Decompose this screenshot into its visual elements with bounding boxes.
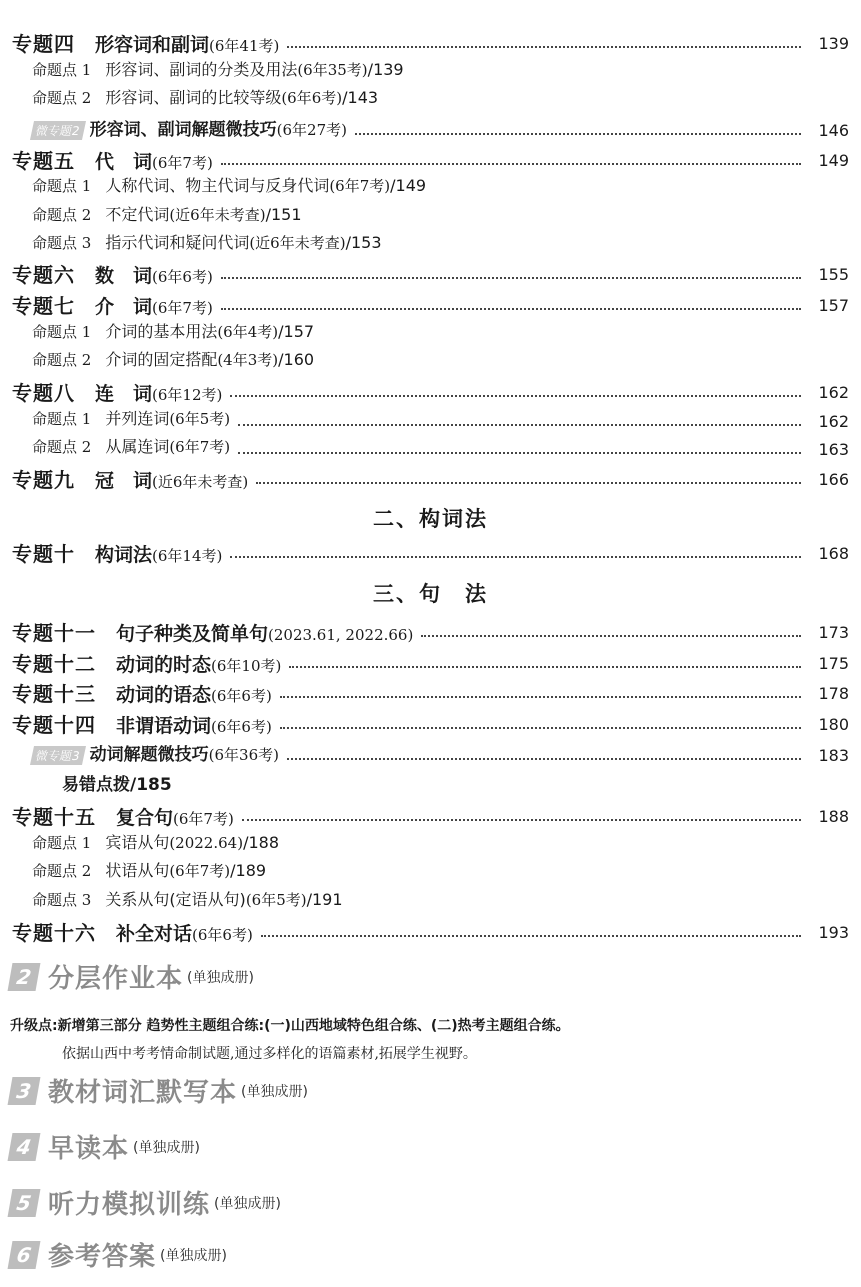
- leader-dots: [238, 452, 801, 454]
- page-number: 183: [818, 746, 849, 765]
- subtopic-row: [0, 85, 861, 115]
- point-text: 介词的固定搭配: [105, 350, 218, 369]
- point-label: 命题点 1: [32, 61, 92, 79]
- row-lead: [12, 290, 213, 319]
- point-text: 人称代词、物主代词与反身代词: [105, 176, 330, 195]
- subtopic-row: [0, 406, 861, 436]
- inline-page: /191: [306, 890, 343, 909]
- point-label: 命题点 2: [32, 438, 92, 456]
- exam-count: (6年12考): [152, 386, 223, 404]
- subtopic-row: [0, 202, 861, 232]
- topic-number: 专题六: [12, 263, 75, 287]
- book-note: (单独成册): [133, 1139, 200, 1156]
- topic-row: [0, 709, 861, 739]
- topic-row: [0, 377, 861, 407]
- leader-dots: [230, 556, 801, 558]
- subtopic-row: [0, 173, 861, 203]
- page-number: 166: [818, 470, 849, 489]
- book-title: 分层作业本: [48, 964, 184, 994]
- row-lead: [32, 887, 343, 910]
- page-number: 162: [818, 412, 849, 431]
- book-note: (单独成册): [214, 1195, 281, 1212]
- toc-row: [0, 770, 861, 800]
- book-item: [10, 1072, 308, 1109]
- subtopic-row: [0, 830, 861, 860]
- book-item: [10, 1128, 200, 1165]
- row-lead: [32, 319, 314, 342]
- exam-count: (6年7考): [169, 862, 231, 880]
- topic-heading: 连 词: [95, 383, 153, 405]
- page-number: 188: [818, 807, 849, 826]
- topic-row: [0, 617, 861, 647]
- leader-dots: [280, 696, 801, 698]
- error-tip-entry: 易错点拨/185: [62, 775, 172, 795]
- book-title: 参考答案: [48, 1242, 157, 1272]
- exam-count: (6年10考): [211, 657, 282, 675]
- point-text: 状语从句: [105, 861, 170, 880]
- toc-row: [0, 740, 861, 770]
- point-text: 不定代词: [105, 205, 170, 224]
- point-label: 命题点 3: [32, 234, 92, 252]
- exam-count: (2023.61, 2022.66): [268, 626, 414, 644]
- row-lead: [32, 740, 279, 765]
- exam-count: (6年6考): [211, 718, 272, 736]
- row-lead: [12, 28, 279, 57]
- leader-dots: [287, 758, 801, 760]
- inline-page: /160: [278, 350, 315, 369]
- topic-number: 专题七: [12, 294, 75, 318]
- row-lead: [32, 434, 230, 457]
- book-title: 听力模拟训练: [48, 1190, 211, 1220]
- book-note: (单独成册): [241, 1083, 308, 1100]
- inline-page: /188: [243, 833, 279, 852]
- topic-heading: 形容词和副词: [95, 34, 210, 56]
- topic-heading: 动词的语态: [116, 684, 212, 706]
- topic-heading: 介 词: [95, 296, 153, 318]
- topic-number: 专题十: [12, 542, 75, 566]
- leader-dots: [280, 727, 801, 729]
- topic-heading: 代 词: [95, 151, 153, 173]
- book-item: [10, 958, 254, 995]
- leader-dots: [421, 635, 801, 637]
- topic-row: [0, 538, 861, 568]
- topic-number: 专题十二: [12, 652, 96, 676]
- exam-count: (6年4考): [217, 323, 279, 341]
- book-note: (单独成册): [160, 1247, 227, 1264]
- page-number: 149: [818, 151, 849, 170]
- row-lead: [32, 173, 426, 196]
- subtopic-row: [0, 347, 861, 377]
- exam-count: (近6年未考查): [152, 473, 249, 491]
- micro-topic-heading: 动词解题微技巧: [89, 745, 209, 765]
- row-lead: [12, 709, 272, 738]
- topic-number: 专题八: [12, 381, 75, 405]
- point-text: 并列连词: [105, 409, 170, 428]
- inline-page: /139: [367, 60, 404, 79]
- row-lead: [32, 347, 314, 370]
- book-number-icon: 3: [8, 1077, 41, 1105]
- topic-row: [0, 648, 861, 678]
- exam-count: (6年41考): [209, 37, 280, 55]
- row-lead: [32, 406, 230, 429]
- page-number: 180: [818, 715, 849, 734]
- page-number: 175: [818, 654, 849, 673]
- topic-row: [0, 801, 861, 831]
- page-number: 157: [818, 296, 849, 315]
- subtopic-row: [0, 887, 861, 917]
- page-number: 146: [818, 121, 849, 140]
- exam-count: (6年27考): [276, 121, 347, 139]
- book-number-icon: 6: [8, 1241, 41, 1269]
- row-lead: [32, 858, 266, 881]
- exam-count: (6年6考): [152, 268, 213, 286]
- point-label: 命题点 3: [32, 891, 92, 909]
- inline-page: /151: [265, 205, 302, 224]
- book-number-icon: 2: [8, 963, 41, 991]
- point-label: 命题点 1: [32, 410, 92, 428]
- page-number: 155: [818, 265, 849, 284]
- topic-heading: 构词法: [95, 544, 153, 566]
- point-label: 命题点 2: [32, 862, 92, 880]
- topic-heading: 非谓语动词: [116, 715, 212, 737]
- row-lead: [32, 85, 378, 108]
- leader-dots: [289, 666, 801, 668]
- row-lead: [32, 230, 382, 253]
- exam-count: (6年5考): [245, 891, 307, 909]
- topic-number: 专题十六: [12, 921, 96, 945]
- point-text: 关系从句(定语从句): [105, 890, 246, 909]
- point-label: 命题点 2: [32, 351, 92, 369]
- book-item: [10, 1184, 281, 1221]
- subtopic-row: [0, 434, 861, 464]
- inline-page: /189: [230, 861, 267, 880]
- row-lead: [32, 202, 302, 225]
- topic-row: [0, 464, 861, 494]
- exam-count: (6年6考): [192, 926, 253, 944]
- exam-count: (4年3考): [217, 351, 279, 369]
- exam-count: (6年5考): [169, 410, 231, 428]
- section-heading-word-formation: 二、构词法: [373, 507, 488, 531]
- exam-count: (6年7考): [169, 438, 231, 456]
- topic-heading: 数 词: [95, 265, 153, 287]
- leader-dots: [256, 482, 801, 484]
- exam-count: (6年7考): [329, 177, 391, 195]
- topic-row: [0, 678, 861, 708]
- topic-row: [0, 259, 861, 289]
- leader-dots: [355, 133, 801, 135]
- topic-heading: 动词的时态: [116, 654, 212, 676]
- topic-row: [0, 290, 861, 320]
- point-text: 宾语从句: [105, 833, 170, 852]
- micro-topic-badge: 微专题2: [30, 121, 86, 140]
- page-number: 168: [818, 544, 849, 563]
- upgrade-note-line2: 依据山西中考考情命制试题,通过多样化的语篇素材,拓展学生视野。: [62, 1046, 477, 1062]
- book-title: 教材词汇默写本: [48, 1078, 238, 1108]
- page-number: 178: [818, 684, 849, 703]
- book-item: [10, 1236, 227, 1273]
- point-text: 指示代词和疑问代词: [105, 233, 250, 252]
- inline-page: /157: [278, 322, 315, 341]
- topic-number: 专题十四: [12, 713, 96, 737]
- topic-row: [0, 145, 861, 175]
- topic-row: [0, 28, 861, 58]
- inline-page: /143: [342, 88, 379, 107]
- exam-count: (6年7考): [152, 299, 213, 317]
- row-lead: [12, 917, 253, 946]
- exam-count: (6年6考): [281, 89, 343, 107]
- point-label: 命题点 2: [32, 89, 92, 107]
- row-lead: [62, 770, 172, 795]
- book-title: 早读本: [48, 1134, 130, 1164]
- topic-number: 专题九: [12, 468, 75, 492]
- book-number-icon: 5: [8, 1189, 41, 1217]
- exam-count: (近6年未考查): [169, 206, 266, 224]
- exam-count: (6年7考): [173, 810, 234, 828]
- subtopic-row: [0, 858, 861, 888]
- topic-row: [0, 917, 861, 947]
- exam-count: (2022.64): [169, 834, 244, 852]
- row-lead: [32, 115, 347, 140]
- subtopic-row: [0, 319, 861, 349]
- leader-dots: [287, 46, 801, 48]
- row-lead: [12, 464, 248, 493]
- leader-dots: [242, 819, 801, 821]
- row-lead: [12, 801, 234, 830]
- leader-dots: [238, 424, 801, 426]
- point-label: 命题点 2: [32, 206, 92, 224]
- exam-count: (6年35考): [297, 61, 368, 79]
- row-lead: [12, 145, 213, 174]
- page-number: 173: [818, 623, 849, 642]
- micro-topic-badge: 微专题3: [30, 746, 86, 765]
- exam-count: (6年7考): [152, 154, 213, 172]
- point-text: 形容词、副词的分类及用法: [105, 60, 298, 79]
- inline-page: /149: [390, 176, 427, 195]
- row-lead: [12, 538, 222, 567]
- exam-count: (6年36考): [208, 746, 279, 764]
- topic-number: 专题四: [12, 32, 75, 56]
- topic-number: 专题十三: [12, 682, 96, 706]
- page-number: 193: [818, 923, 849, 942]
- topic-number: 专题十五: [12, 805, 96, 829]
- row-lead: [12, 377, 222, 406]
- point-label: 命题点 1: [32, 177, 92, 195]
- exam-count: (6年6考): [211, 687, 272, 705]
- topic-number: 专题十一: [12, 621, 96, 645]
- point-label: 命题点 1: [32, 834, 92, 852]
- topic-number: 专题五: [12, 149, 75, 173]
- page-number: 139: [818, 34, 849, 53]
- subtopic-row: [0, 57, 861, 87]
- row-lead: [12, 648, 281, 677]
- row-lead: [12, 617, 413, 646]
- page-number: 163: [818, 440, 849, 459]
- row-lead: [32, 830, 279, 853]
- row-lead: [12, 259, 213, 288]
- topic-heading: 复合句: [116, 807, 174, 829]
- topic-heading: 补全对话: [116, 923, 193, 945]
- micro-topic-heading: 形容词、副词解题微技巧: [89, 120, 277, 140]
- book-number-icon: 4: [8, 1133, 41, 1161]
- book-note: (单独成册): [187, 969, 254, 986]
- leader-dots: [221, 163, 801, 165]
- point-text: 介词的基本用法: [105, 322, 218, 341]
- exam-count: (6年14考): [152, 547, 223, 565]
- topic-heading: 句子种类及简单句: [116, 623, 269, 645]
- row-lead: [12, 678, 272, 707]
- exam-count: (近6年未考查): [249, 234, 346, 252]
- point-text: 从属连词: [105, 437, 170, 456]
- leader-dots: [261, 935, 801, 937]
- point-text: 形容词、副词的比较等级: [105, 88, 282, 107]
- point-label: 命题点 1: [32, 323, 92, 341]
- leader-dots: [221, 277, 801, 279]
- page-number: 162: [818, 383, 849, 402]
- topic-heading: 冠 词: [95, 470, 153, 492]
- section-heading-syntax: 三、句 法: [373, 582, 488, 606]
- inline-page: /153: [345, 233, 382, 252]
- leader-dots: [221, 308, 801, 310]
- toc-row: [0, 115, 861, 145]
- row-lead: [32, 57, 404, 80]
- subtopic-row: [0, 230, 861, 260]
- leader-dots: [230, 395, 801, 397]
- upgrade-note-line1: 升级点:新增第三部分 趋势性主题组合练:(一)山西地域特色组合练、(二)热考主题组合练。: [10, 1018, 570, 1034]
